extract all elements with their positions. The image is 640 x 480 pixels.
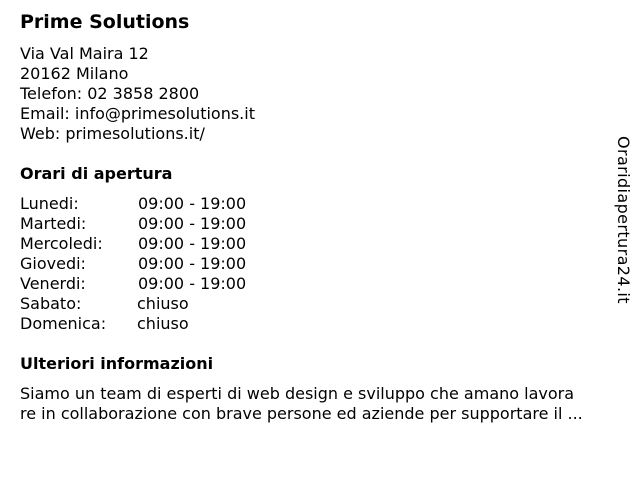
email-text: Email: info@primesolutions.it bbox=[20, 104, 255, 123]
time-value: 09:00 - 19:00 bbox=[138, 254, 247, 273]
time-value: 09:00 - 19:00 bbox=[138, 194, 247, 213]
phone-text: Telefon: 02 3858 2800 bbox=[20, 84, 200, 103]
address-city: 20162 Milano bbox=[20, 64, 129, 83]
day-label: Sabato: bbox=[20, 294, 82, 313]
watermark-text: Oraridiapertura24.it bbox=[614, 136, 633, 304]
site-watermark bbox=[612, 136, 636, 308]
time-value: 09:00 - 19:00 bbox=[138, 234, 247, 253]
opening-hours-heading: Orari di apertura bbox=[20, 164, 173, 183]
contact-block bbox=[20, 44, 255, 144]
description-line: re in collaborazione con brave persone ed aziende per supportare il ... bbox=[20, 404, 583, 423]
day-label: Giovedi: bbox=[20, 254, 86, 273]
day-label: Domenica: bbox=[20, 314, 107, 333]
address-street: Via Val Maira 12 bbox=[20, 44, 149, 63]
web-text: Web: primesolutions.it/ bbox=[20, 124, 205, 143]
day-label: Venerdi: bbox=[20, 274, 86, 293]
time-value: chiuso bbox=[137, 294, 189, 313]
description-text bbox=[20, 384, 632, 424]
day-label: Mercoledi: bbox=[20, 234, 103, 253]
business-name: Prime Solutions bbox=[20, 11, 190, 33]
day-label: Lunedi: bbox=[20, 194, 79, 213]
additional-info-heading: Ulteriori informazioni bbox=[20, 354, 214, 373]
day-label: Martedi: bbox=[20, 214, 87, 233]
time-value: 09:00 - 19:00 bbox=[138, 214, 247, 233]
time-value: chiuso bbox=[137, 314, 189, 333]
time-value: 09:00 - 19:00 bbox=[138, 274, 247, 293]
description-line: Siamo un team di esperti di web design e sviluppo che amano lavora bbox=[20, 384, 575, 403]
